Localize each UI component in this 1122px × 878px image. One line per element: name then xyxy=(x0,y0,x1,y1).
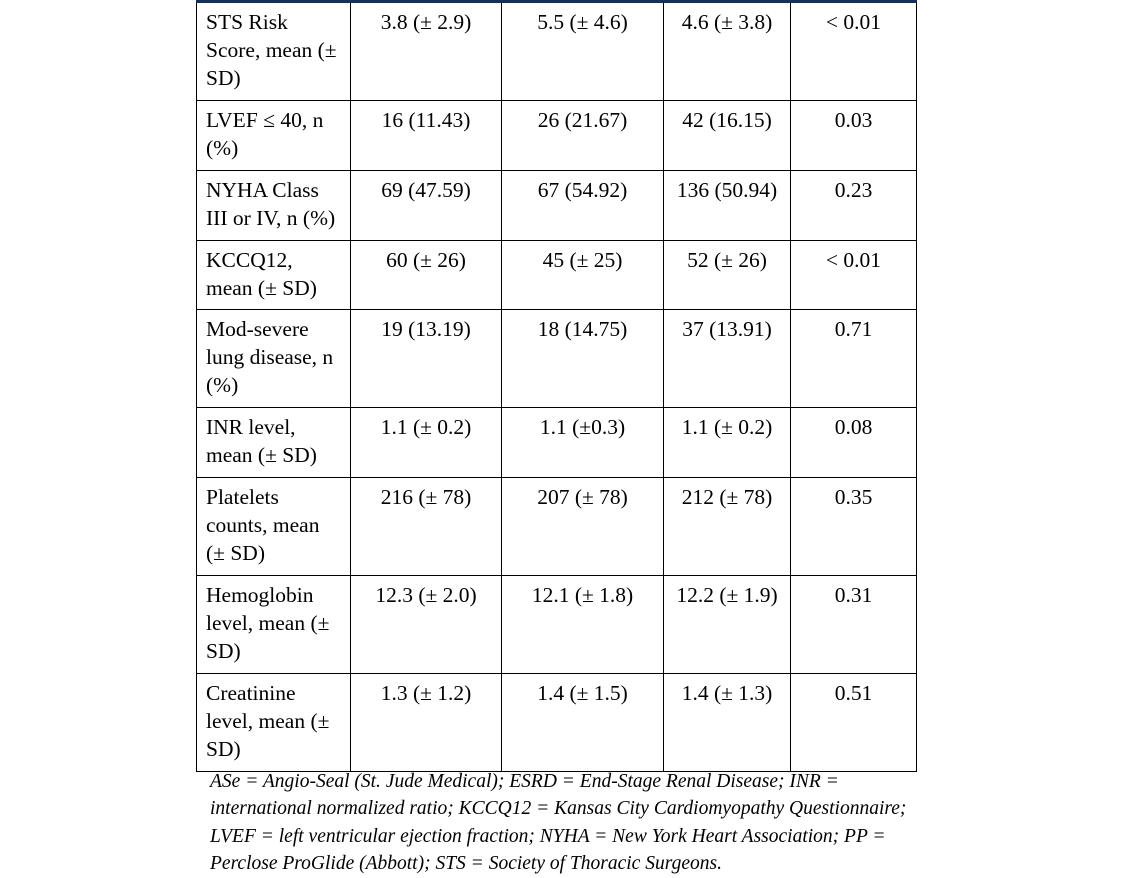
table-row xyxy=(197,240,917,310)
cell-value: 1.1 (± 0.2) xyxy=(664,408,791,478)
baseline-characteristics-table xyxy=(196,0,917,772)
cell-value: 1.1 (±0.3) xyxy=(502,408,664,478)
table-row xyxy=(197,673,917,771)
cell-value: 12.2 (± 1.9) xyxy=(664,575,791,673)
cell-value: 26 (21.67) xyxy=(502,100,664,170)
table-body xyxy=(197,2,917,772)
row-label-inr-level: INR level, mean (± SD) xyxy=(197,408,351,478)
cell-p-value: < 0.01 xyxy=(791,240,917,310)
table-footnote xyxy=(210,768,910,878)
row-label-hemoglobin-level: Hemoglobin level, mean (± SD) xyxy=(197,575,351,673)
cell-value: 12.3 (± 2.0) xyxy=(351,575,502,673)
table-row xyxy=(197,310,917,408)
cell-value: 16 (11.43) xyxy=(351,100,502,170)
cell-p-value: 0.35 xyxy=(791,478,917,576)
row-label-lvef: LVEF ≤ 40, n (%) xyxy=(197,100,351,170)
cell-value: 212 (± 78) xyxy=(664,478,791,576)
cell-value: 37 (13.91) xyxy=(664,310,791,408)
cell-value: 69 (47.59) xyxy=(351,170,502,240)
table-row xyxy=(197,170,917,240)
row-label-sts-risk-score: STS Risk Score, mean (± SD) xyxy=(197,2,351,101)
cell-value: 12.1 (± 1.8) xyxy=(502,575,664,673)
cell-p-value: 0.71 xyxy=(791,310,917,408)
cell-p-value: 0.51 xyxy=(791,673,917,771)
cell-p-value: < 0.01 xyxy=(791,2,917,101)
cell-value: 1.3 (± 1.2) xyxy=(351,673,502,771)
cell-value: 136 (50.94) xyxy=(664,170,791,240)
row-label-nyha-class: NYHA Class III or IV, n (%) xyxy=(197,170,351,240)
table-row xyxy=(197,478,917,576)
cell-value: 60 (± 26) xyxy=(351,240,502,310)
row-label-lung-disease: Mod-severe lung disease, n (%) xyxy=(197,310,351,408)
cell-value: 19 (13.19) xyxy=(351,310,502,408)
table-row xyxy=(197,2,917,101)
cell-value: 67 (54.92) xyxy=(502,170,664,240)
table-row xyxy=(197,575,917,673)
table-row xyxy=(197,100,917,170)
cell-p-value: 0.31 xyxy=(791,575,917,673)
cell-value: 216 (± 78) xyxy=(351,478,502,576)
cell-p-value: 0.23 xyxy=(791,170,917,240)
baseline-characteristics-table-container xyxy=(196,0,916,772)
footnote-text: ASe = Angio-Seal (St. Jude Medical); ESRD = End-Stage Renal Disease; INR = international normalized ratio; KCCQ12 = Kansas City Cardiomyopathy Questionnaire; LVEF = left ventricular ejection fraction; NYHA = New York Heart Association; PP = Perclose ProGlide (Abbott); STS = Society of Thoracic Surgeons. xyxy=(210,771,907,875)
cell-value: 52 (± 26) xyxy=(664,240,791,310)
cell-value: 4.6 (± 3.8) xyxy=(664,2,791,101)
cell-value: 1.4 (± 1.5) xyxy=(502,673,664,771)
table-row xyxy=(197,408,917,478)
cell-value: 42 (16.15) xyxy=(664,100,791,170)
cell-p-value: 0.08 xyxy=(791,408,917,478)
cell-value: 3.8 (± 2.9) xyxy=(351,2,502,101)
cell-value: 1.4 (± 1.3) xyxy=(664,673,791,771)
cell-p-value: 0.03 xyxy=(791,100,917,170)
row-label-kccq12: KCCQ12, mean (± SD) xyxy=(197,240,351,310)
row-label-platelets-counts: Platelets counts, mean (± SD) xyxy=(197,478,351,576)
cell-value: 18 (14.75) xyxy=(502,310,664,408)
row-label-creatinine-level: Creatinine level, mean (± SD) xyxy=(197,673,351,771)
cell-value: 1.1 (± 0.2) xyxy=(351,408,502,478)
cell-value: 45 (± 25) xyxy=(502,240,664,310)
cell-value: 207 (± 78) xyxy=(502,478,664,576)
cell-value: 5.5 (± 4.6) xyxy=(502,2,664,101)
